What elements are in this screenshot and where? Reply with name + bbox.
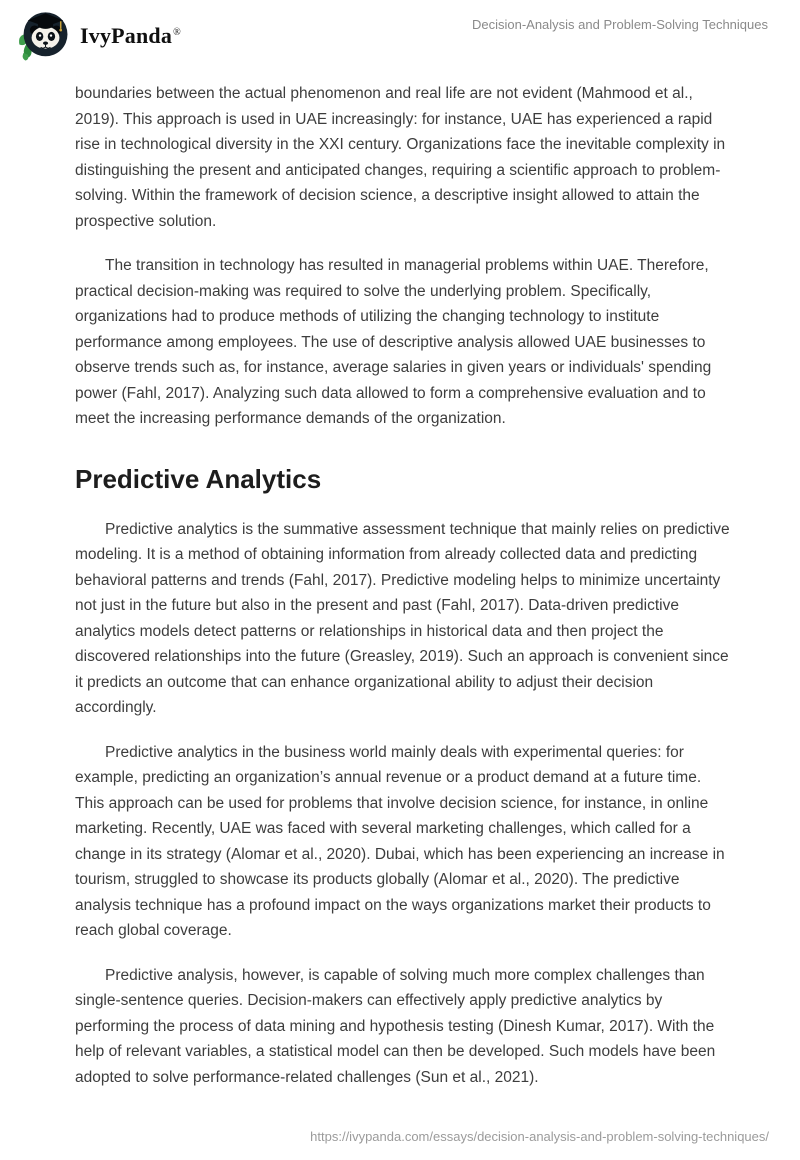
brand	[16, 9, 181, 63]
ivypanda-logo-icon	[16, 9, 70, 63]
paragraph: boundaries between the actual phenomenon and real life are not evident (Mahmood et al., 2019). This approach is used in UAE increasingly: for instance, UAE has experienced a rapid rise in technological diversity in the XXI century. Organizations face the inevitable complexity in distinguishing the present and anticipated changes, requiring a scientific approach to problem-solving. Within the framework of decision science, a descriptive insight allowed to attain the prospective solution.	[75, 85, 726, 230]
registered-mark-icon: ®	[173, 26, 181, 38]
section-heading: Predictive Analytics	[75, 463, 322, 494]
page-footer	[310, 1129, 769, 1144]
document-title: Decision-Analysis and Problem-Solving Techniques	[471, 17, 768, 32]
brand-name	[80, 23, 181, 49]
paragraph: The transition in technology has resulted in managerial problems within UAE. Therefore, practical decision-making was required to solve the underlying problem. Specifically, organizations had to produce methods of utilizing the changing technology to institute performance among employees. The use of descriptive analysis allowed UAE businesses to observe trends such as, for instance, average salaries in given years or individuals' spending power (Fahl, 2017). Analyzing such data allowed to form a comprehensive evaluation and to meet the increasing performance demands of the organization.	[75, 257, 712, 427]
source-url: https://ivypanda.com/essays/decision-analysis-and-problem-solving-techniques/	[310, 1129, 769, 1144]
page-header	[0, 0, 800, 69]
essay-content	[0, 69, 800, 1090]
paragraph: Predictive analysis, however, is capable of solving much more complex challenges than single-sentence queries. Decision-makers can effectively apply predictive analytics by performing the process of data mining and hypothesis testing (Dinesh Kumar, 2017). With the help of relevant variables, a statistical model can then be developed. Such models have been adopted to solve performance-related challenges (Sun et al., 2021).	[75, 966, 716, 1086]
paragraph: Predictive analytics in the business world mainly deals with experimental queries: for example, predicting an organization’s annual revenue or a product demand at a future time. This approach can be used for problems that involve decision science, for instance, in online marketing. Recently, UAE was faced with several marketing challenges, which called for a change in its strategy (Alomar et al., 2020). Dubai, which has been experiencing an increase in tourism, struggled to showcase its products globally (Alomar et al., 2020). The predictive analysis technique has a profound impact on the ways organizations market their products to reach global coverage.	[75, 743, 725, 940]
paragraph: Predictive analytics is the summative assessment technique that mainly relies on predictive modeling. It is a method of obtaining information from already collected data and predicting behavioral patterns and trends (Fahl, 2017). Predictive modeling helps to minimize uncertainty not just in the future but also in the present and past (Fahl, 2017). Data-driven predictive analytics models detect patterns or relationships in historical data and then project the discovered relationships into the future (Greasley, 2019). Such an approach is convenient since it predicts an outcome that can enhance organizational ability to adjust their decision accordingly.	[75, 520, 730, 717]
brand-word: IvyPanda	[80, 23, 173, 48]
